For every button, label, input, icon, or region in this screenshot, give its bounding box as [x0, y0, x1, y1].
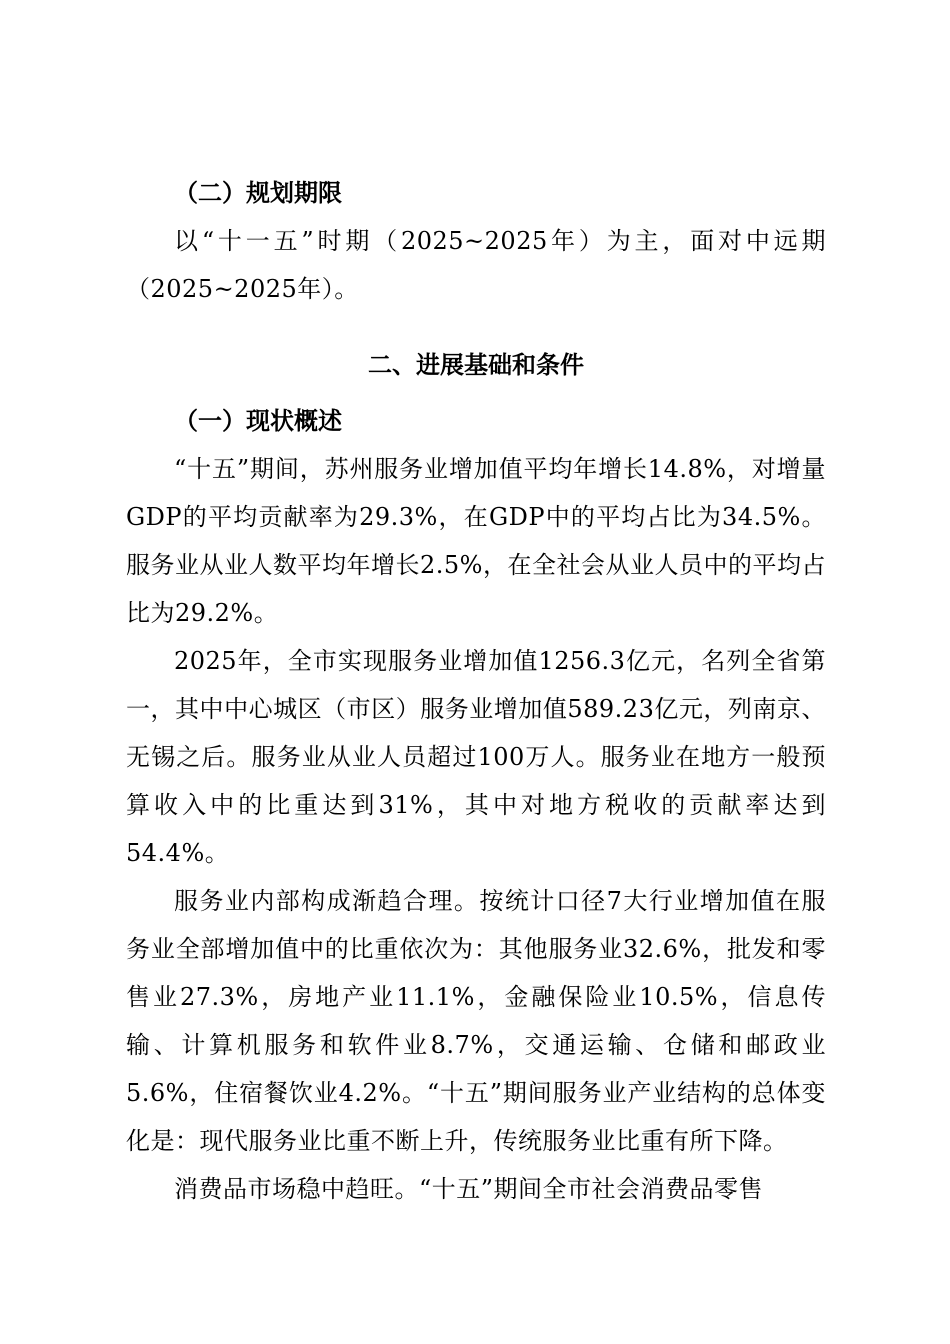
document-page — [126, 165, 826, 1213]
paragraph-2025-figures: 2025年，全市实现服务业增加值1256.3亿元，名列全省第一，其中中心城区（市区）服务业增加值589.23亿元，列南京、无锡之后。服务业从业人员超过100万人。服务业在地方一般预算收入中的比重达到31%，其中对地方税收的贡献率达到54.4%。 — [126, 647, 826, 867]
heading-planning-period: （二）规划期限 — [174, 179, 342, 207]
paragraph-industry-structure: 服务业内部构成渐趋合理。按统计口径7大行业增加值在服务业全部增加值中的比重依次为：其他服务业32.6%，批发和零售业27.3%，房地产业11.1%，金融保险业10.5%，信息传输、计算机服务和软件业8.7%，交通运输、仓储和邮政业5.6%，住宿餐饮业4.2%。“十五”期间服务业产业结构的总体变化是：现代服务业比重不断上升，传统服务业比重有所下降。 — [126, 887, 826, 1155]
paragraph-consumer-market: 消费品市场稳中趋旺。“十五”期间全市社会消费品零售 — [174, 1175, 764, 1203]
section-title: 二、进展基础和条件 — [368, 351, 584, 379]
paragraph-planning-period: 以“十一五”时期（2025~2025年）为主，面对中远期（2025~2025年）。 — [126, 227, 826, 303]
paragraph-growth-stats: “十五”期间，苏州服务业增加值平均年增长14.8%，对增量GDP的平均贡献率为29.3%，在GDP中的平均占比为34.5%。服务业从业人数平均年增长2.5%，在全社会从业人员中的平均占比为29.2%。 — [126, 455, 826, 627]
heading-status-overview: （一）现状概述 — [174, 407, 342, 435]
